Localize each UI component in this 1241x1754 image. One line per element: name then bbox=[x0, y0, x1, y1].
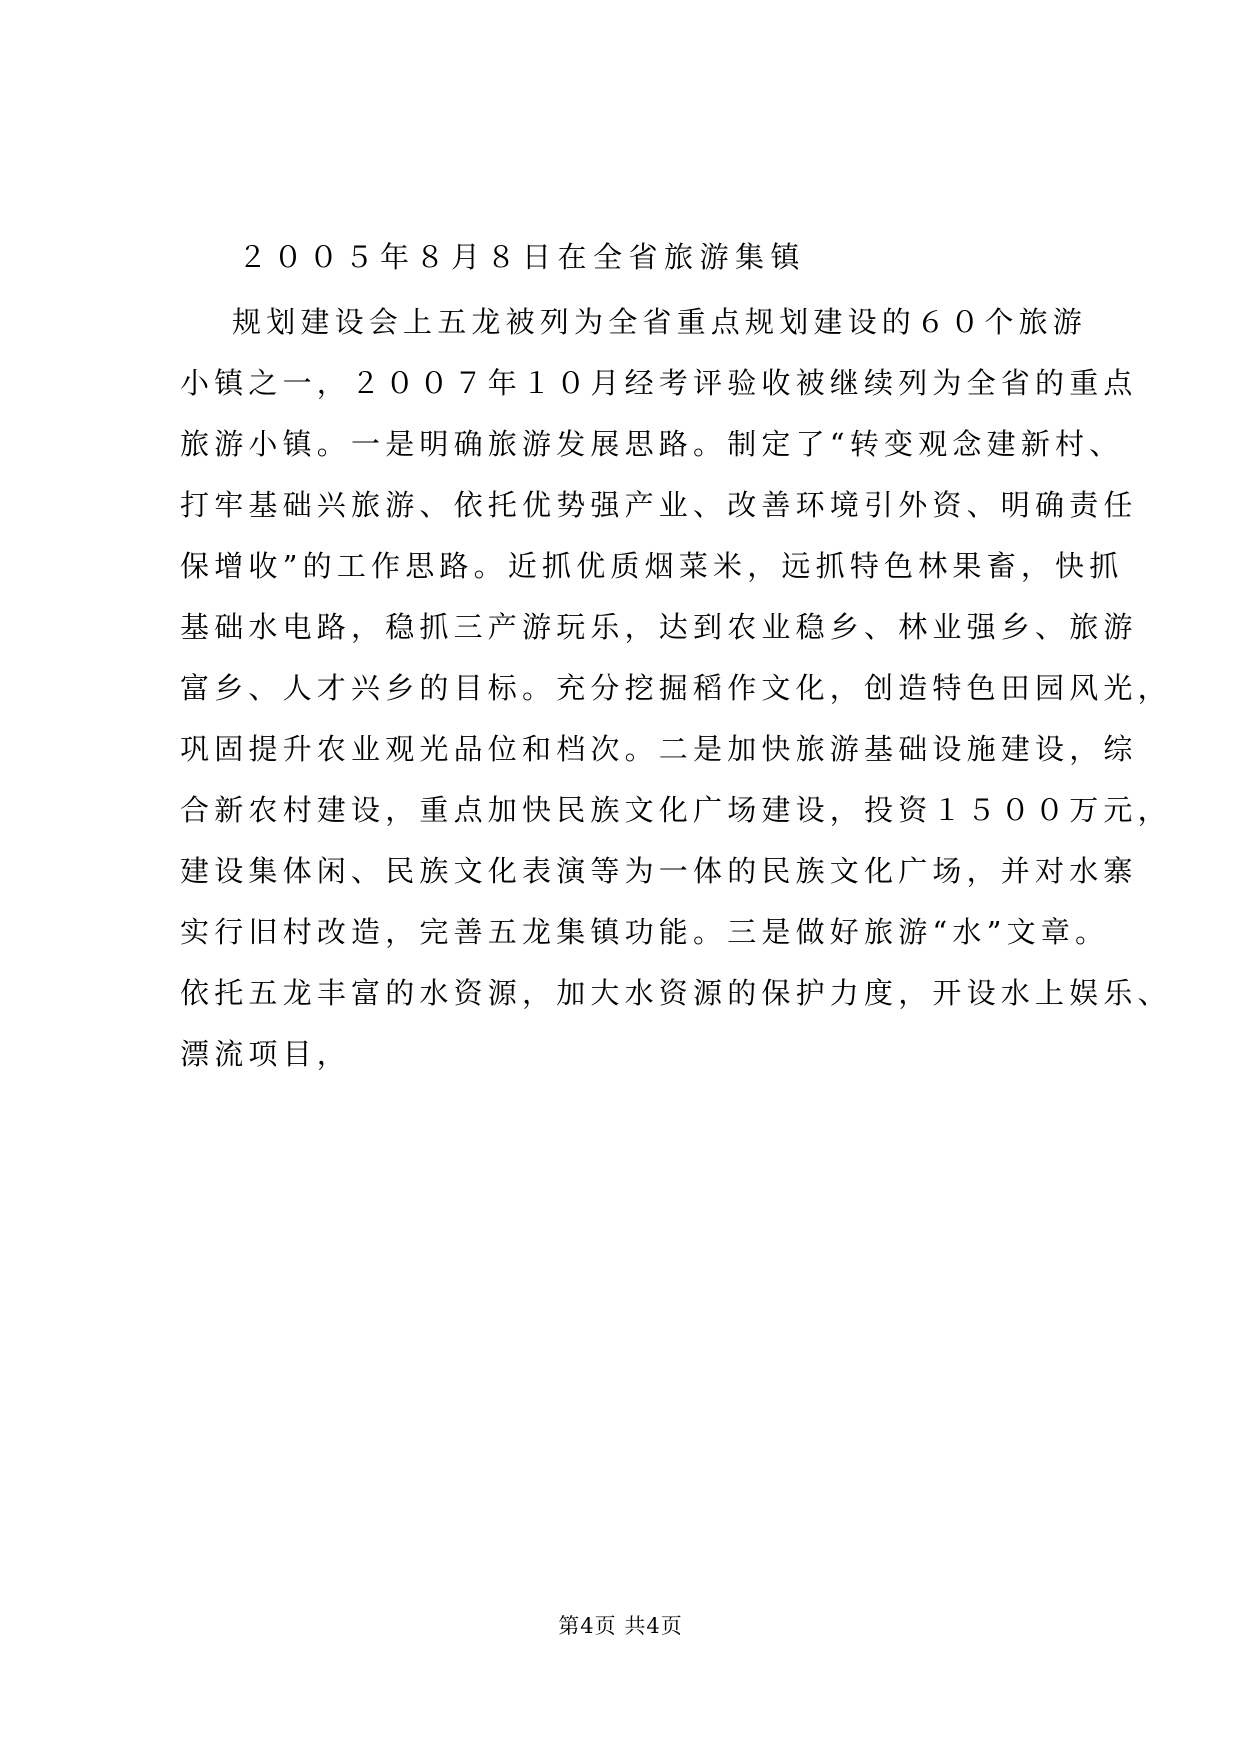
text-line: 建设集体闲、民族文化表演等为一体的民族文化广场，并对水寨 bbox=[180, 854, 1138, 888]
text-line: 保增收”的工作思路。近抓优质烟菜米，远抓特色林果畜，快抓 bbox=[180, 549, 1124, 583]
text-line: 旅游小镇。一是明确旅游发展思路。制定了“转变观念建新村、 bbox=[180, 427, 1124, 461]
text-line: 富乡、人才兴乡的目标。充分挖掘稻作文化，创造特色田园风光， bbox=[180, 671, 1172, 705]
text-line: 合新农村建设，重点加快民族文化广场建设，投资１５００万元， bbox=[180, 793, 1172, 827]
text-line: 小镇之一，２００７年１０月经考评验收被继续列为全省的重点 bbox=[180, 366, 1138, 400]
text-line: 实行旧村改造，完善五龙集镇功能。三是做好旅游“水”文章。 bbox=[180, 915, 1110, 949]
text-line: 基础水电路，稳抓三产游玩乐，达到农业稳乡、林业强乡、旅游 bbox=[180, 610, 1138, 644]
text-line: 漂流项目， bbox=[180, 1037, 352, 1071]
page-footer: 第4页 共4页 bbox=[558, 1614, 683, 1638]
body-paragraph bbox=[180, 292, 1172, 1085]
text-line: 规划建设会上五龙被列为全省重点规划建设的６０个旅游 bbox=[232, 305, 1088, 339]
first-line: ２００５年８月８日在全省旅游集镇 bbox=[238, 240, 807, 274]
text-line: 依托五龙丰富的水资源，加大水资源的保护力度，开设水上娱乐、 bbox=[180, 976, 1172, 1010]
text-line: 巩固提升农业观光品位和档次。二是加快旅游基础设施建设，综 bbox=[180, 732, 1138, 766]
text-line: 打牢基础兴旅游、依托优势强产业、改善环境引外资、明确责任 bbox=[180, 488, 1138, 522]
